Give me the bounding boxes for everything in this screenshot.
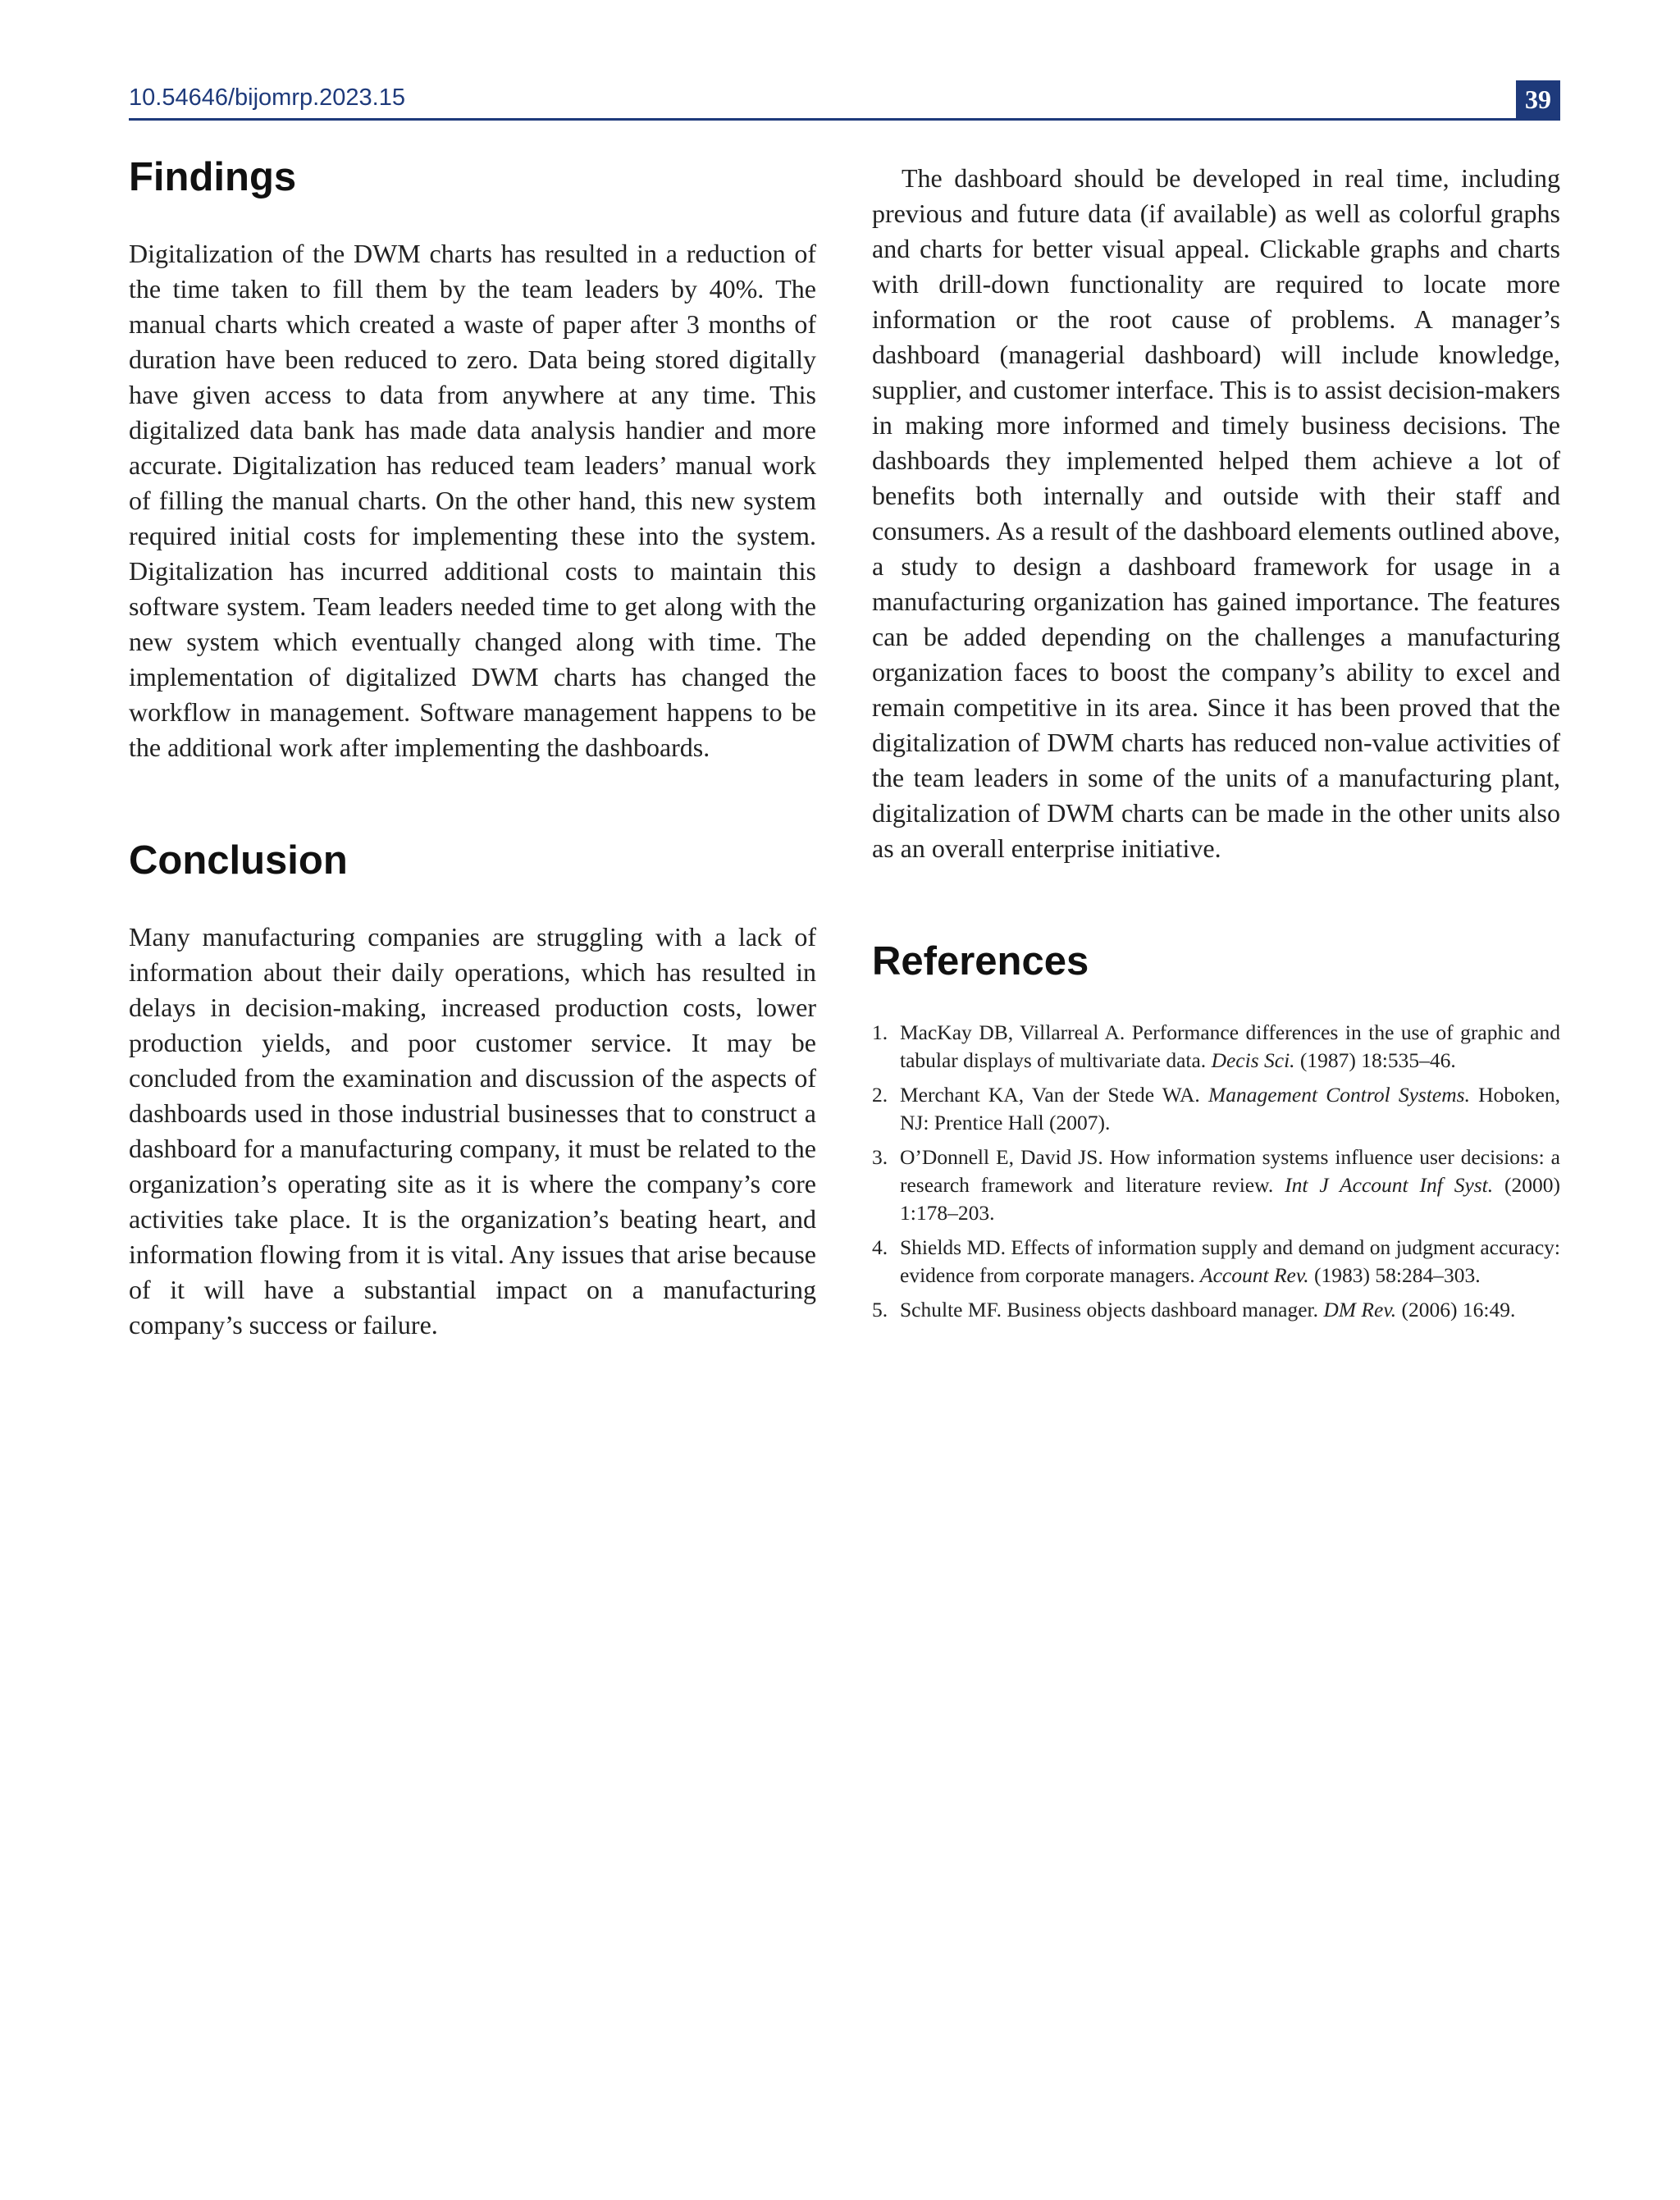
conclusion-paragraph-1: Many manufacturing companies are struggling with a lack of information about their daily operations, which has resulted in delays in decision-making, increased production costs, lower production yields, and poor customer service. It may be concluded from the examination and discussion of the aspects of dashboards used in those industrial businesses that to construct a dashboard for a manufacturing company, it must be related to the organization’s operating site as it is where the company’s core activities take place. It is the organization’s beating heart, and information flowing from it is vital. Any issues that arise because of it will have a substantial impact on a manufacturing company’s success or failure. (129, 922, 816, 1340)
reference-number: 5. (872, 1298, 888, 1321)
reference-citation: (1983) 58:284–303. (1308, 1263, 1481, 1287)
reference-journal: Account Rev. (1200, 1263, 1309, 1287)
conclusion-heading: Conclusion (129, 838, 348, 883)
reference-list (872, 1019, 1560, 1324)
page-header (129, 80, 1560, 121)
reference-citation: (2000) 1:178–203. (900, 1173, 1561, 1225)
reference-item (872, 1296, 1560, 1324)
reference-number: 2. (872, 1083, 888, 1107)
reference-journal: Int J Account Inf Syst. (1285, 1173, 1494, 1197)
reference-text: Schulte MF. Business objects dashboard manager. (900, 1298, 1324, 1321)
conclusion-paragraph-2: The dashboard should be developed in real time, including previous and future data (if available) as well as colorful graphs and charts for better visual appeal. Clickable graphs and charts with drill-down functionality are required to locate more information or the root cause of problems. A manager’s dashboard (managerial dashboard) will include knowledge, supplier, and customer interface. This is to assist decision-makers in making more informed and timely business decisions. The dashboards they implemented helped them achieve a lot of benefits both internally and outside with their staff and consumers. As a result of the dashboard elements outlined above, a study to design a dashboard framework for usage in a manufacturing organization has gained importance. The features can be added depending on the challenges a manufacturing organization faces to boost the company’s ability to excel and remain competitive in its area. Since it has been proved that the digitalization of DWM charts has reduced non-value activities of the team leaders in some of the units of a manufacturing plant, digitalization of DWM charts can be made in the other units also as an overall enterprise initiative. (872, 163, 1560, 863)
findings-heading: Findings (129, 155, 297, 199)
reference-text: O’Donnell E, David JS. How information systems influence user decisions: a research framework and literature review. (900, 1145, 1560, 1197)
reference-citation: Hoboken, NJ: Prentice Hall (2007). (900, 1083, 1560, 1134)
page-number-badge: 39 (1516, 80, 1560, 118)
left-column (129, 153, 816, 1343)
reference-text: MacKay DB, Villarreal A. Performance differences in the use of graphic and tabular displays of multivariate data. (900, 1020, 1560, 1072)
reference-item (872, 1019, 1560, 1075)
reference-citation: (1987) 18:535–46. (1294, 1048, 1456, 1072)
right-column (872, 161, 1560, 1330)
reference-number: 3. (872, 1145, 888, 1169)
reference-text: Merchant KA, Van der Stede WA. (900, 1083, 1208, 1107)
reference-item (872, 1081, 1560, 1137)
reference-number: 4. (872, 1235, 888, 1259)
reference-journal: Decis Sci. (1211, 1048, 1295, 1072)
reference-item (872, 1143, 1560, 1227)
reference-text: Shields MD. Effects of information supply and demand on judgment accuracy: evidence from corporate managers. (900, 1235, 1560, 1287)
reference-citation: (2006) 16:49. (1396, 1298, 1516, 1321)
reference-journal: Management Control Systems. (1208, 1083, 1470, 1107)
doi-link[interactable]: 10.54646/bijomrp.2023.15 (129, 84, 405, 111)
references-heading: References (872, 939, 1089, 984)
reference-item (872, 1234, 1560, 1289)
findings-paragraph: Digitalization of the DWM charts has resulted in a reduction of the time taken to fill them by the team leaders by 40%. The manual charts which created a waste of paper after 3 months of duration have been reduced to zero. Data being stored digitally have given access to data from anywhere at any time. This digitalized data bank has made data analysis handier and more accurate. Digitalization has reduced team leaders’ manual work of filling the manual charts. On the other hand, this new system required initial costs for implementing these into the system. Digitalization has incurred additional costs to maintain this software system. Team leaders needed time to get along with the new system which eventually changed along with time. The implementation of digitalized DWM charts has changed the workflow in management. Software management happens to be the additional work after implementing the dashboards. (129, 239, 816, 762)
reference-journal: DM Rev. (1323, 1298, 1397, 1321)
reference-number: 1. (872, 1020, 888, 1044)
